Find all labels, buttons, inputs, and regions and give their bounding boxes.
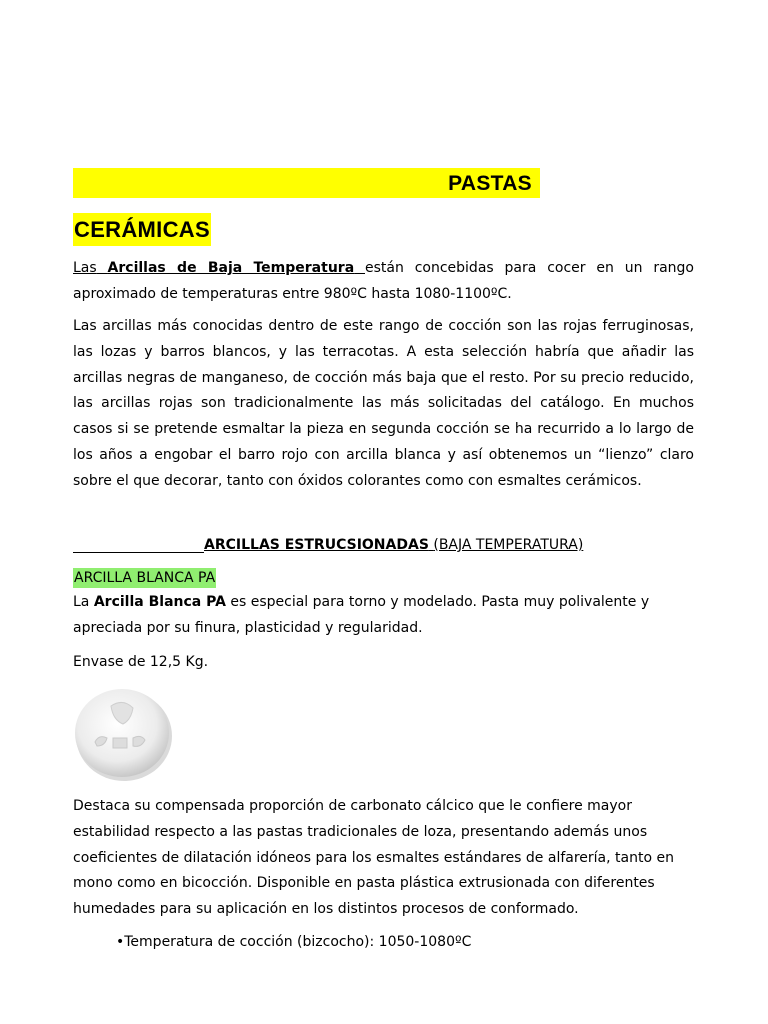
intro-rest: están concebidas para cocer en un rango aproximado de temperaturas entre 980ºC hasta 1080-1100ºC. (73, 260, 694, 302)
product-description (73, 590, 694, 642)
intro-paragraph (73, 256, 694, 308)
section-heading-rest: (BAJA TEMPERATURA) (433, 537, 584, 553)
product-label: ARCILLA BLANCA PA (74, 570, 216, 586)
intro-term: Arcillas de Baja Temperatura (107, 260, 355, 276)
product-desc-rest: es especial para torno y modelado. Pasta muy polivalente y apreciada por su finura, plasticidad y regularidad. (73, 594, 650, 636)
section-rule (73, 552, 204, 553)
section-heading (73, 535, 584, 557)
product-desc-lead: La (73, 594, 90, 610)
details-paragraph: Destaca su compensada proporción de carbonato cálcico que le confiere mayor estabilidad respecto a las pastas tradicionales de loza, presentando además unos coeficientes de dilatación idóneos para los esmaltes estándares de alfarería, tanto en mono como en bicocción. Disponible en pasta plástica extrusionada con diferentes humedades para su aplicación en los distintos procesos de conformado. (73, 798, 674, 918)
title-line-1: PASTAS (448, 172, 532, 195)
title-line-2: CERÁMICAS (73, 213, 211, 246)
product-desc-name: Arcilla Blanca PA (93, 594, 226, 610)
body-paragraph: Las arcillas más conocidas dentro de este rango de cocción son las rojas ferruginosas, las lozas y barros blancos, y las terracotas. A esta selección habría que añadir las arcillas negras de manganeso, de cocción más baja que el resto. Por su precio reducido, las arcillas rojas son tradicionalmente las más solicitadas del catálogo. En muchos casos si se pretende esmaltar la pieza en segunda cocción se ha recurrido a lo largo de los años a engobar el barro rojo con arcilla blanca y así obtenemos un “lienzo” claro sobre el que decorar, tanto con óxidos colorantes como con esmaltes cerámicos. (73, 318, 694, 489)
product-image (73, 686, 173, 782)
temperature-bullet: •Temperatura de cocción (bizcocho): 1050-1080ºC (116, 934, 472, 950)
intro-lead: Las (73, 260, 97, 276)
section-heading-bold: ARCILLAS ESTRUCSIONADAS (204, 537, 429, 553)
title-highlight-bar (73, 168, 540, 198)
package-info: Envase de 12,5 Kg. (73, 654, 209, 670)
